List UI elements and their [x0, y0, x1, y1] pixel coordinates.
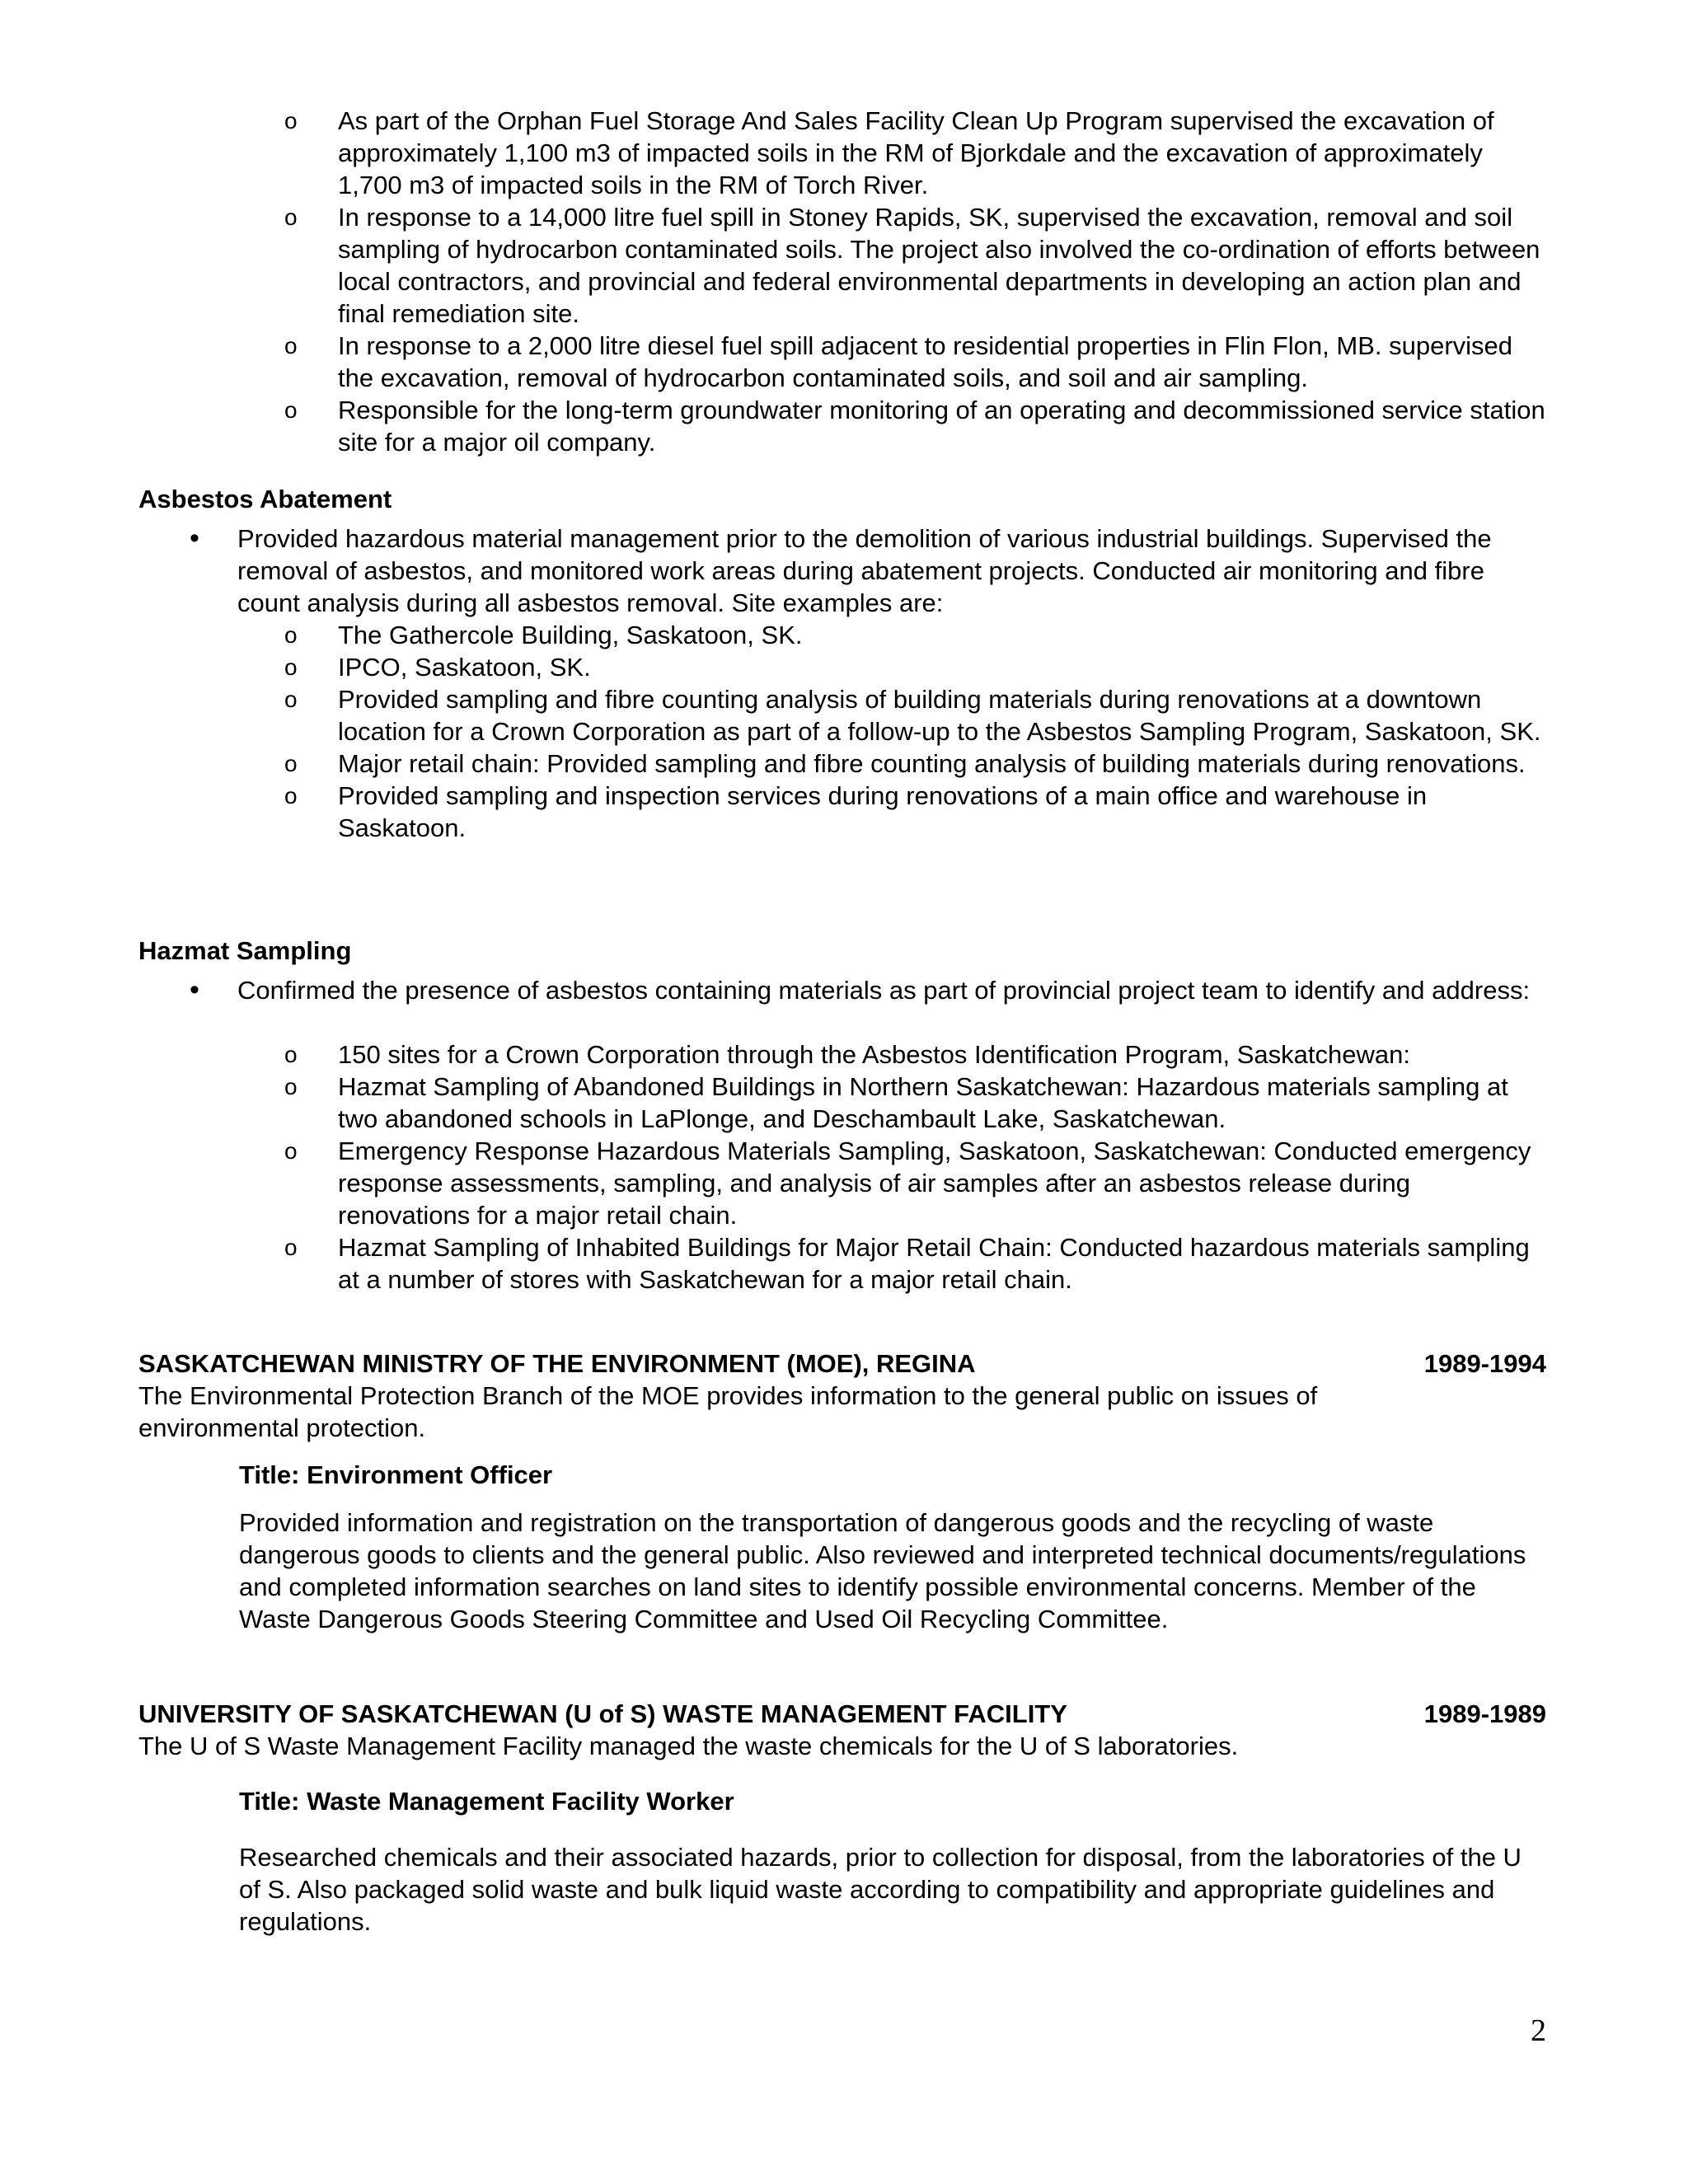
moe-years: 1989-1994: [1423, 1349, 1546, 1378]
list-item: o In response to a 2,000 litre diesel fuel spill adjacent to residential properties in Flin Flon, MB. supervised the excavation, removal of hydrocarbon contaminated soils, and soil and air sampling.: [284, 331, 1513, 392]
uofs-org-name: UNIVERSITY OF SASKATCHEWAN (U of S) WASTE MANAGEMENT FACILITY: [138, 1699, 1067, 1728]
uofs-job-title: Title: Waste Management Facility Worker: [239, 1787, 734, 1816]
list-item: o The Gathercole Building, Saskatoon, SK.: [284, 621, 803, 649]
moe-job-title: Title: Environment Officer: [239, 1460, 553, 1489]
list-item: o As part of the Orphan Fuel Storage And Sales Facility Clean Up Program supervised the excavation of approximately 1,100 m3 of impacted soils in the RM of Bjorkdale and the excavation of approximately 1,700 m3 of impacted soils in the RM of Torch River.: [284, 106, 1494, 199]
hollow-bullet-icon: o: [284, 108, 298, 134]
list-item: o Responsible for the long-term groundwater monitoring of an operating and decommissioned service station site for a major oil company.: [284, 396, 1545, 457]
list-item: o Emergency Response Hazardous Materials Sampling, Saskatoon, Saskatchewan: Conducted emergency response assessments, sampling, and analysis of air samples after an asbestos release during renovations for a major retail chain.: [284, 1137, 1531, 1230]
list-item: o Provided sampling and inspection services during renovations of a main office and warehouse in Saskatoon.: [284, 781, 1428, 842]
list-item: • Confirmed the presence of asbestos containing materials as part of provincial project team to identify and address:: [190, 974, 1531, 1005]
list-item: o Hazmat Sampling of Inhabited Buildings for Major Retail Chain: Conducted hazardous materials sampling at a number of stores with Saskatchewan for a major retail chain.: [284, 1233, 1530, 1294]
list-item: o IPCO, Saskatoon, SK.: [284, 653, 591, 682]
hazmat-heading: Hazmat Sampling: [138, 936, 352, 965]
hollow-bullet-icon: o: [284, 1138, 298, 1164]
hazmat-bullet: [183, 974, 1551, 1006]
list-item: • Provided hazardous material management prior to the demolition of various industrial buildings. Supervised the removal of asbestos, and monitored work areas during abatement projects. Conducted air monitoring and fibre count analysis during all asbestos removal. Site examples are:: [190, 523, 1492, 617]
asbestos-sites-list: [284, 619, 1545, 844]
list-item: o Hazmat Sampling of Abandoned Buildings in Northern Saskatchewan: Hazardous materials sampling at two abandoned schools in LaPlonge, and Deschambault Lake, Saskatchewan.: [284, 1072, 1508, 1133]
hollow-bullet-icon: o: [284, 204, 298, 230]
list-item: o Provided sampling and fibre counting analysis of building materials during renovations at a downtown location for a Crown Corporation as part of a follow-up to the Asbestos Sampling Program, Saskatoon, SK.: [284, 685, 1541, 746]
uofs-description: The U of S Waste Management Facility managed the waste chemicals for the U of S laboratories.: [138, 1732, 1239, 1760]
hollow-bullet-icon: o: [284, 1235, 298, 1260]
hollow-bullet-icon: o: [284, 783, 298, 808]
moe-description: The Environmental Protection Branch of the MOE provides information to the general public on issues of environmental protection.: [138, 1381, 1318, 1442]
hollow-bullet-icon: o: [284, 654, 298, 680]
solid-bullet-icon: •: [190, 523, 199, 554]
hazmat-sites-list: [284, 1038, 1545, 1296]
hollow-bullet-icon: o: [284, 397, 298, 423]
hollow-bullet-icon: o: [284, 751, 298, 776]
page-number: 2: [1531, 2013, 1546, 2048]
hollow-bullet-icon: o: [284, 687, 298, 712]
spill-response-list: [284, 105, 1545, 458]
asbestos-bullet: [183, 523, 1551, 619]
hollow-bullet-icon: o: [284, 333, 298, 359]
moe-details: Provided information and registration on the transportation of dangerous goods and the recycling of waste dangerous goods to clients and the general public. Also reviewed and interpreted technical documents/regulations and completed information searches on land sites to identify possible environmental concerns. Member of the Waste Dangerous Goods Steering Committee and Used Oil Recycling Committee.: [239, 1508, 1526, 1633]
solid-bullet-icon: •: [190, 974, 199, 1005]
hollow-bullet-icon: o: [284, 1042, 298, 1067]
hollow-bullet-icon: o: [284, 1074, 298, 1099]
uofs-details: Researched chemicals and their associated hazards, prior to collection for disposal, from the laboratories of the U of S. Also packaged solid waste and bulk liquid waste according to compatibility and appropriate guidelines and regulations.: [239, 1843, 1522, 1936]
moe-org-name: SASKATCHEWAN MINISTRY OF THE ENVIRONMENT (MOE), REGINA: [138, 1349, 976, 1378]
list-item: o In response to a 14,000 litre fuel spill in Stoney Rapids, SK, supervised the excavation, removal and soil sampling of hydrocarbon contaminated soils. The project also involved the co-ordination of efforts between local contractors, and provincial and federal environmental departments in developing an action plan and final remediation site.: [284, 203, 1540, 328]
uofs-years: 1989-1989: [1423, 1699, 1546, 1728]
list-item: o 150 sites for a Crown Corporation through the Asbestos Identification Program, Saskatchewan:: [284, 1040, 1410, 1069]
hollow-bullet-icon: o: [284, 622, 298, 648]
asbestos-heading: Asbestos Abatement: [138, 485, 392, 513]
list-item: o Major retail chain: Provided sampling and fibre counting analysis of building materials during renovations.: [284, 749, 1526, 778]
